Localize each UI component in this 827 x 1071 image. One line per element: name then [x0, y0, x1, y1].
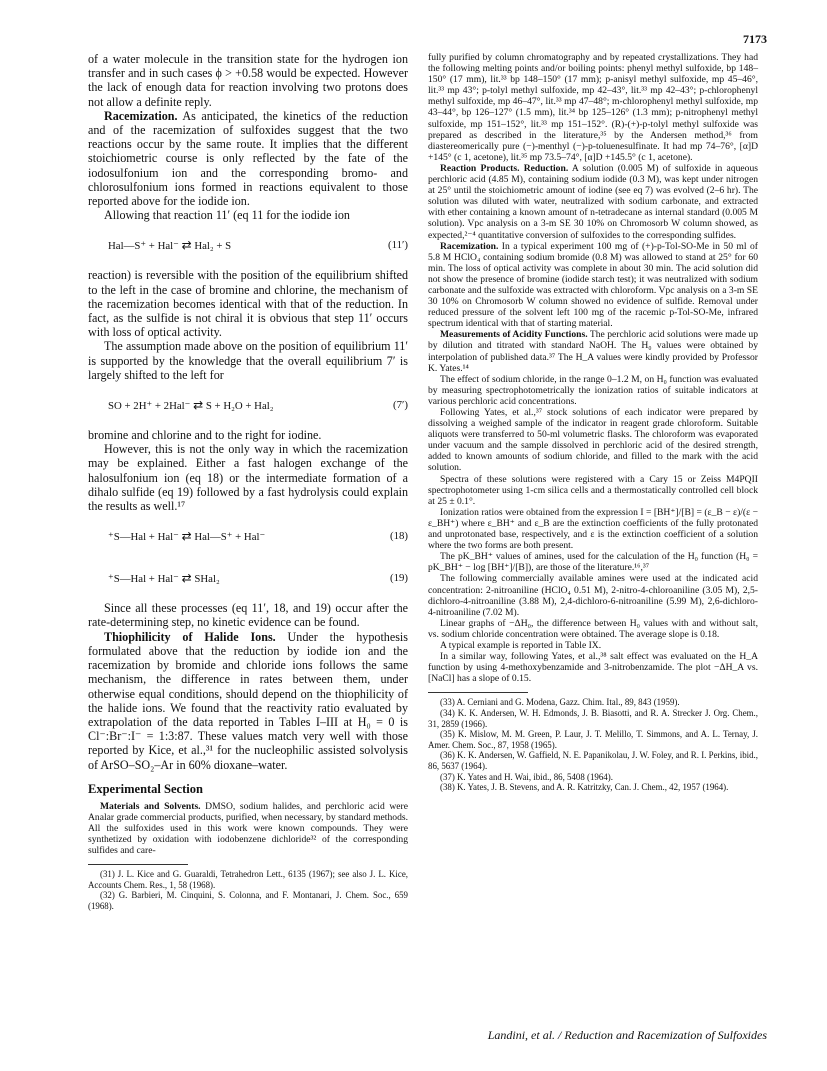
footnotes-right	[428, 697, 758, 792]
right-column	[428, 52, 758, 793]
racemization-exp-heading: Racemization.	[440, 240, 499, 252]
paragraph-pk: The pK_BH⁺ values of amines, used for the calculation of the H₀ function (H₀ = pK_BH⁺ − log [BH⁺]/[B]), are those of the literature.¹⁶,³⁷	[428, 551, 758, 574]
materials-text: DMSO, sodium halides, and perchloric acid were Analar grade commercial products, purified, when necessary, by standard methods. All the sulfoxides used in this work were known compounds. They were synthetized by oxidation with iodobenzene dichloride³² of the corresponding sulfides and care-	[88, 800, 408, 857]
paragraph-typical: A typical example is reported in Table IX.	[440, 639, 602, 651]
footnote-33: (33) A. Cerniani and G. Modena, Gazz. Chim. Ital., 89, 843 (1959).	[440, 697, 680, 708]
reaction-products-text: A solution (0.005 M) of sulfoxide in aqueous perchloric acid (4.85 M), containing sodium iodide (0.3 M), was kept under nitrogen at 25° until the stoichiometric amount of iodine (see eq 7) was evolved (2–6 hr). The solution was diluted with water, neutralized with sodium carbonate, and extracted with ether containing a known amount of n-tetradecane as internal standard (0.005 M solution). Vpc analysis on a 3-m SE 30 10% on Chromosorb W column showed, as expected,²⁻⁴ quantitative conversion of sulfoxides to the corresponding sulfides.	[428, 162, 758, 241]
eq11-left: Hal—S⁺ + Hal⁻	[108, 240, 179, 253]
footnote-37: (37) K. Yates and H. Wai, ibid., 86, 5408 (1964).	[440, 771, 613, 782]
paragraph-purification: fully purified by column chromatography and by repeated crystallizations. They had the following melting points and/or boiling points: phenyl methyl sulfoxide, bp 148–150° (17 mm), lit.³³ bp 148–150° (17 mm); p-anisyl methyl sulfoxide, mp 45–46°, lit.³³ mp 43°; p-tolyl methyl sulfoxide, mp 42–43°, lit.³³ mp 42–43°; p-chlorophenyl methyl sulfoxide, mp 46–47°, lit.³³ mp 47–48°; m-chlorophenyl methyl sulfoxide, mp 43–44°, bp 126–127° (1.5 mm), lit.³⁴ bp 125–126° (1.3 mm); p-nitrophenyl methyl sulfoxide, mp 151–152°, lit.³³ mp 151–152°. (R)-(+)-p-tolyl methyl sulfoxide was prepared as described in the literature,³⁵ by the Andersen method,³⁶ from diastereomerically pure (−)-menthyl (−)-p-toluenesulfinate. It had mp 74–76°, [α]D +145° (c 1, acetone), lit.³⁵ mp 73.5–74°, [α]D +145.5° (c 1, acetone).	[428, 52, 758, 163]
eq7-label: (7′)	[393, 399, 408, 412]
paragraph-bromine: bromine and chlorine and to the right for iodine.	[88, 428, 322, 443]
equilibrium-arrow-icon: ⇄	[181, 571, 192, 586]
footnote-rule	[428, 692, 528, 693]
acidity-text: The perchloric acid solutions were made up by dilution and titrated with standard NaOH. The H₀ values were obtained by interpolation of published data.³⁷ The H_A values were kindly provided by Professor K. Yates.¹⁴	[428, 329, 759, 374]
page-number: 7173	[743, 32, 767, 46]
paragraph-ionization: Ionization ratios were obtained from the expression I = [BH⁺]/[B] = (ε_B − ε)/(ε − ε_BH⁺) where ε_BH⁺ and ε_B are the extinction coefficients of the fully protonated and unprotonated base, respectively, and ε is the extinction coefficient of a solution where the two forms are both present.	[428, 506, 758, 552]
footnote-36: (36) K. K. Andersen, W. Gaffield, N. E. Papanikolau, J. W. Foley, and R. I. Perkins, ibid., 86, 5637 (1964).	[428, 750, 758, 771]
footnote-rule	[88, 864, 188, 865]
paragraph-thiophilicity	[88, 630, 408, 772]
paragraph-reaction-products	[428, 163, 758, 241]
acidity-heading: Measurements of Acidity Functions.	[440, 329, 588, 341]
running-footer: Landini, et al. / Reduction and Racemization of Sulfoxides	[487, 1028, 767, 1042]
paragraph-effect: The effect of sodium chloride, in the range 0–1.2 M, on H₀ function was evaluated by measuring spectrophotometrically the ionization ratios of suitable indicators at various perchloric acid concentrations.	[428, 373, 758, 407]
eq7-left: SO + 2H⁺ + 2Hal⁻	[108, 400, 191, 413]
equilibrium-arrow-icon: ⇄	[181, 238, 192, 253]
equation-19	[88, 559, 408, 597]
paragraph-materials	[88, 801, 408, 856]
paragraph-acidity	[428, 329, 758, 373]
equilibrium-arrow-icon: ⇄	[193, 398, 204, 413]
eq18-right: Hal—S⁺ + Hal⁻	[194, 531, 266, 544]
materials-block	[88, 801, 408, 856]
eq19-right: SHal₂	[194, 573, 220, 586]
racemization-heading: Racemization.	[104, 108, 178, 123]
eq18-left: ⁺S—Hal + Hal⁻	[108, 531, 179, 544]
reaction-products-heading: Reaction Products. Reduction.	[440, 162, 569, 174]
paragraph-racemization-exp	[428, 241, 758, 330]
paragraph-allowing: Allowing that reaction 11′ (eq 11 for the iodide ion	[104, 208, 350, 223]
eq18-label: (18)	[390, 530, 408, 543]
left-column	[88, 52, 408, 912]
equation-18	[88, 517, 408, 555]
footnote-31: (31) J. L. Kice and G. Guaraldi, Tetrahedron Lett., 6135 (1967); see also J. L. Kice, Accounts Chem. Res., 1, 58 (1968).	[88, 869, 408, 890]
paragraph-linear: Linear graphs of −ΔH₀, the difference between H₀ values with and without salt, vs. sodium chloride concentration were obtained. The average slope is 0.18.	[428, 617, 758, 640]
equation-11	[88, 226, 408, 264]
footnotes-left	[88, 869, 408, 911]
footnote-38: (38) K. Yates, J. B. Stevens, and A. R. Katritzky, Can. J. Chem., 42, 1957 (1964).	[440, 782, 729, 793]
equilibrium-arrow-icon: ⇄	[181, 529, 192, 544]
paragraph-spectra: Spectra of these solutions were registered with a Cary 15 or Zeiss M4PQII spectrophotometer using 1-cm silica cells and a thermostatically controlled cell block at 25 ± 0.1°.	[428, 473, 758, 507]
materials-heading: Materials and Solvents.	[100, 800, 201, 812]
racemization-exp-text: In a typical experiment 100 mg of (+)-p-Tol-SO-Me in 50 ml of 5.8 M HClO₄ containing sodium bromide (0.8 M) was allowed to stand at 25° for 60 min. The loss of optical activity was complete in about 30 min. The acid solution did not show the presence of bromine (iodide starch test); it was neutralized with sodium carbonate and the sulfoxide was extracted with chloroform. Vpc analysis on a 3-m SE 30 10% on Chromosorb W column showed no evidence of sulfide. Removal under reduced pressure of the solvent left 100 mg of the racemic p-Tol-SO-Me, infrared spectrum identical with that of starting material.	[428, 240, 758, 330]
footnote-35: (35) K. Mislow, M. M. Green, P. Laur, J. T. Melillo, T. Simmons, and A. L. Ternay, J. Amer. Chem. Soc., 87, 1958 (1965).	[428, 729, 758, 750]
eq7-right: S + H₂O + Hal₂	[205, 400, 274, 413]
paragraph-reaction: reaction) is reversible with the position of the equilibrium shifted to the left in the case of bromine and chlorine, the mechanism of the racemization becomes identical with that of the reduction. In fact, as the sulfide is not chiral it is obvious that step 11′ occurs with loss of optical activity.	[88, 268, 408, 340]
eq11-label: (11′)	[388, 239, 408, 252]
paragraph-racemization	[88, 109, 408, 208]
equation-7	[88, 386, 408, 424]
paragraph-assumption: The assumption made above on the position of equilibrium 11′ is supported by the knowledge that the overall equilibrium 7′ is largely shifted to the left for	[88, 339, 408, 382]
eq19-left: ⁺S—Hal + Hal⁻	[108, 573, 179, 586]
paragraph-commercial: The following commercially available amines were used at the indicated acid concentration: 2-nitroaniline (HClO₄ 0.51 M), 2-nitro-4-chloroaniline (3.05 M), 2,5-dichloro-4-nitroaniline (3.88 M), 2,4-dichloro-6-nitroaniline (5.99 M), 2,6-dichloro-4-nitroaniline (7.02 M).	[428, 573, 758, 618]
paragraph-similar: In a similar way, following Yates, et al.,³⁸ salt effect was evaluated on the H_A function by using 4-methoxybenzamide and 3-nitrobenzamide. The plot −ΔH_A vs. [NaCl] has a slope of 0.15.	[428, 651, 758, 685]
thiophilicity-text: Under the hypothesis formulated above that the reduction by iodide ion and the racemization by bromide and chloride ions follows the same mechanism, the difference in rates between them, under otherwise equal conditions, should depend on the thiophilicity of the halide ions. We found that the reactivity ratio evaluated by extrapolation of the data reported in Tables I–III at H₀ = 0 is Cl⁻:Br⁻:I⁻ = 1:3:87. These values match very well with those reported by Kice, et al.,³¹ for the nucleophilic assisted solvolysis of ArSO–SO₂–Ar in 60% dioxane–water.	[88, 629, 408, 772]
racemization-text: As anticipated, the kinetics of the reduction and of the racemization of sulfoxides suggest that the two reactions occur by the same route. It implies that the different stoichiometric course is only reflected by the fate of the iodosulfonium ion and the corresponding bromo- and chlorosulfonium ions formed in reactions equivalent to those reported above for the iodide ion.	[88, 108, 408, 209]
paragraph-however: However, this is not the only way in which the racemization may be explained. Either a fast halogen exchange of the halosulfonium ion (eq 18) or the intermediate formation of a dihalo sulfide (eq 19) followed by a fast hydrolysis could explain the results as well.¹⁷	[88, 442, 408, 514]
paragraph-intro: of a water molecule in the transition state for the hydrogen ion transfer and in such cases ϕ > +0.58 would be expected. However the lack of enough data for reaction involving two protons does not allow a definite reply.	[88, 52, 408, 109]
footnote-34: (34) K. K. Andersen, W. H. Edmonds, J. B. Biasotti, and R. A. Strecker J. Org. Chem., 31, 2859 (1966).	[428, 707, 758, 729]
eq19-label: (19)	[390, 572, 408, 585]
paragraph-following: Following Yates, et al.,³⁷ stock solutions of each indicator were prepared by dissolving a weighed sample of the indicator in reagent grade chloroform. Suitable aliquots were transferred to 50-ml volumetric flasks. The chloroform was evaporated under vacuum and the sample dissolved in perchloric acid of the desired strength, added to known amounts of sodium chloride, and filled to the mark with the acid solution.	[428, 407, 758, 474]
footnote-32: (32) G. Barbieri, M. Cinquini, S. Colonna, and F. Montanari, J. Chem. Soc., 659 (1968).	[88, 890, 408, 911]
thiophilicity-heading: Thiophilicity of Halide Ions.	[104, 629, 276, 644]
paragraph-since: Since all these processes (eq 11′, 18, and 19) occur after the rate-determining step, no kinetic evidence can be found.	[88, 601, 408, 630]
eq11-right: Hal₂ + S	[194, 240, 232, 253]
experimental-section-heading: Experimental Section	[88, 781, 203, 796]
